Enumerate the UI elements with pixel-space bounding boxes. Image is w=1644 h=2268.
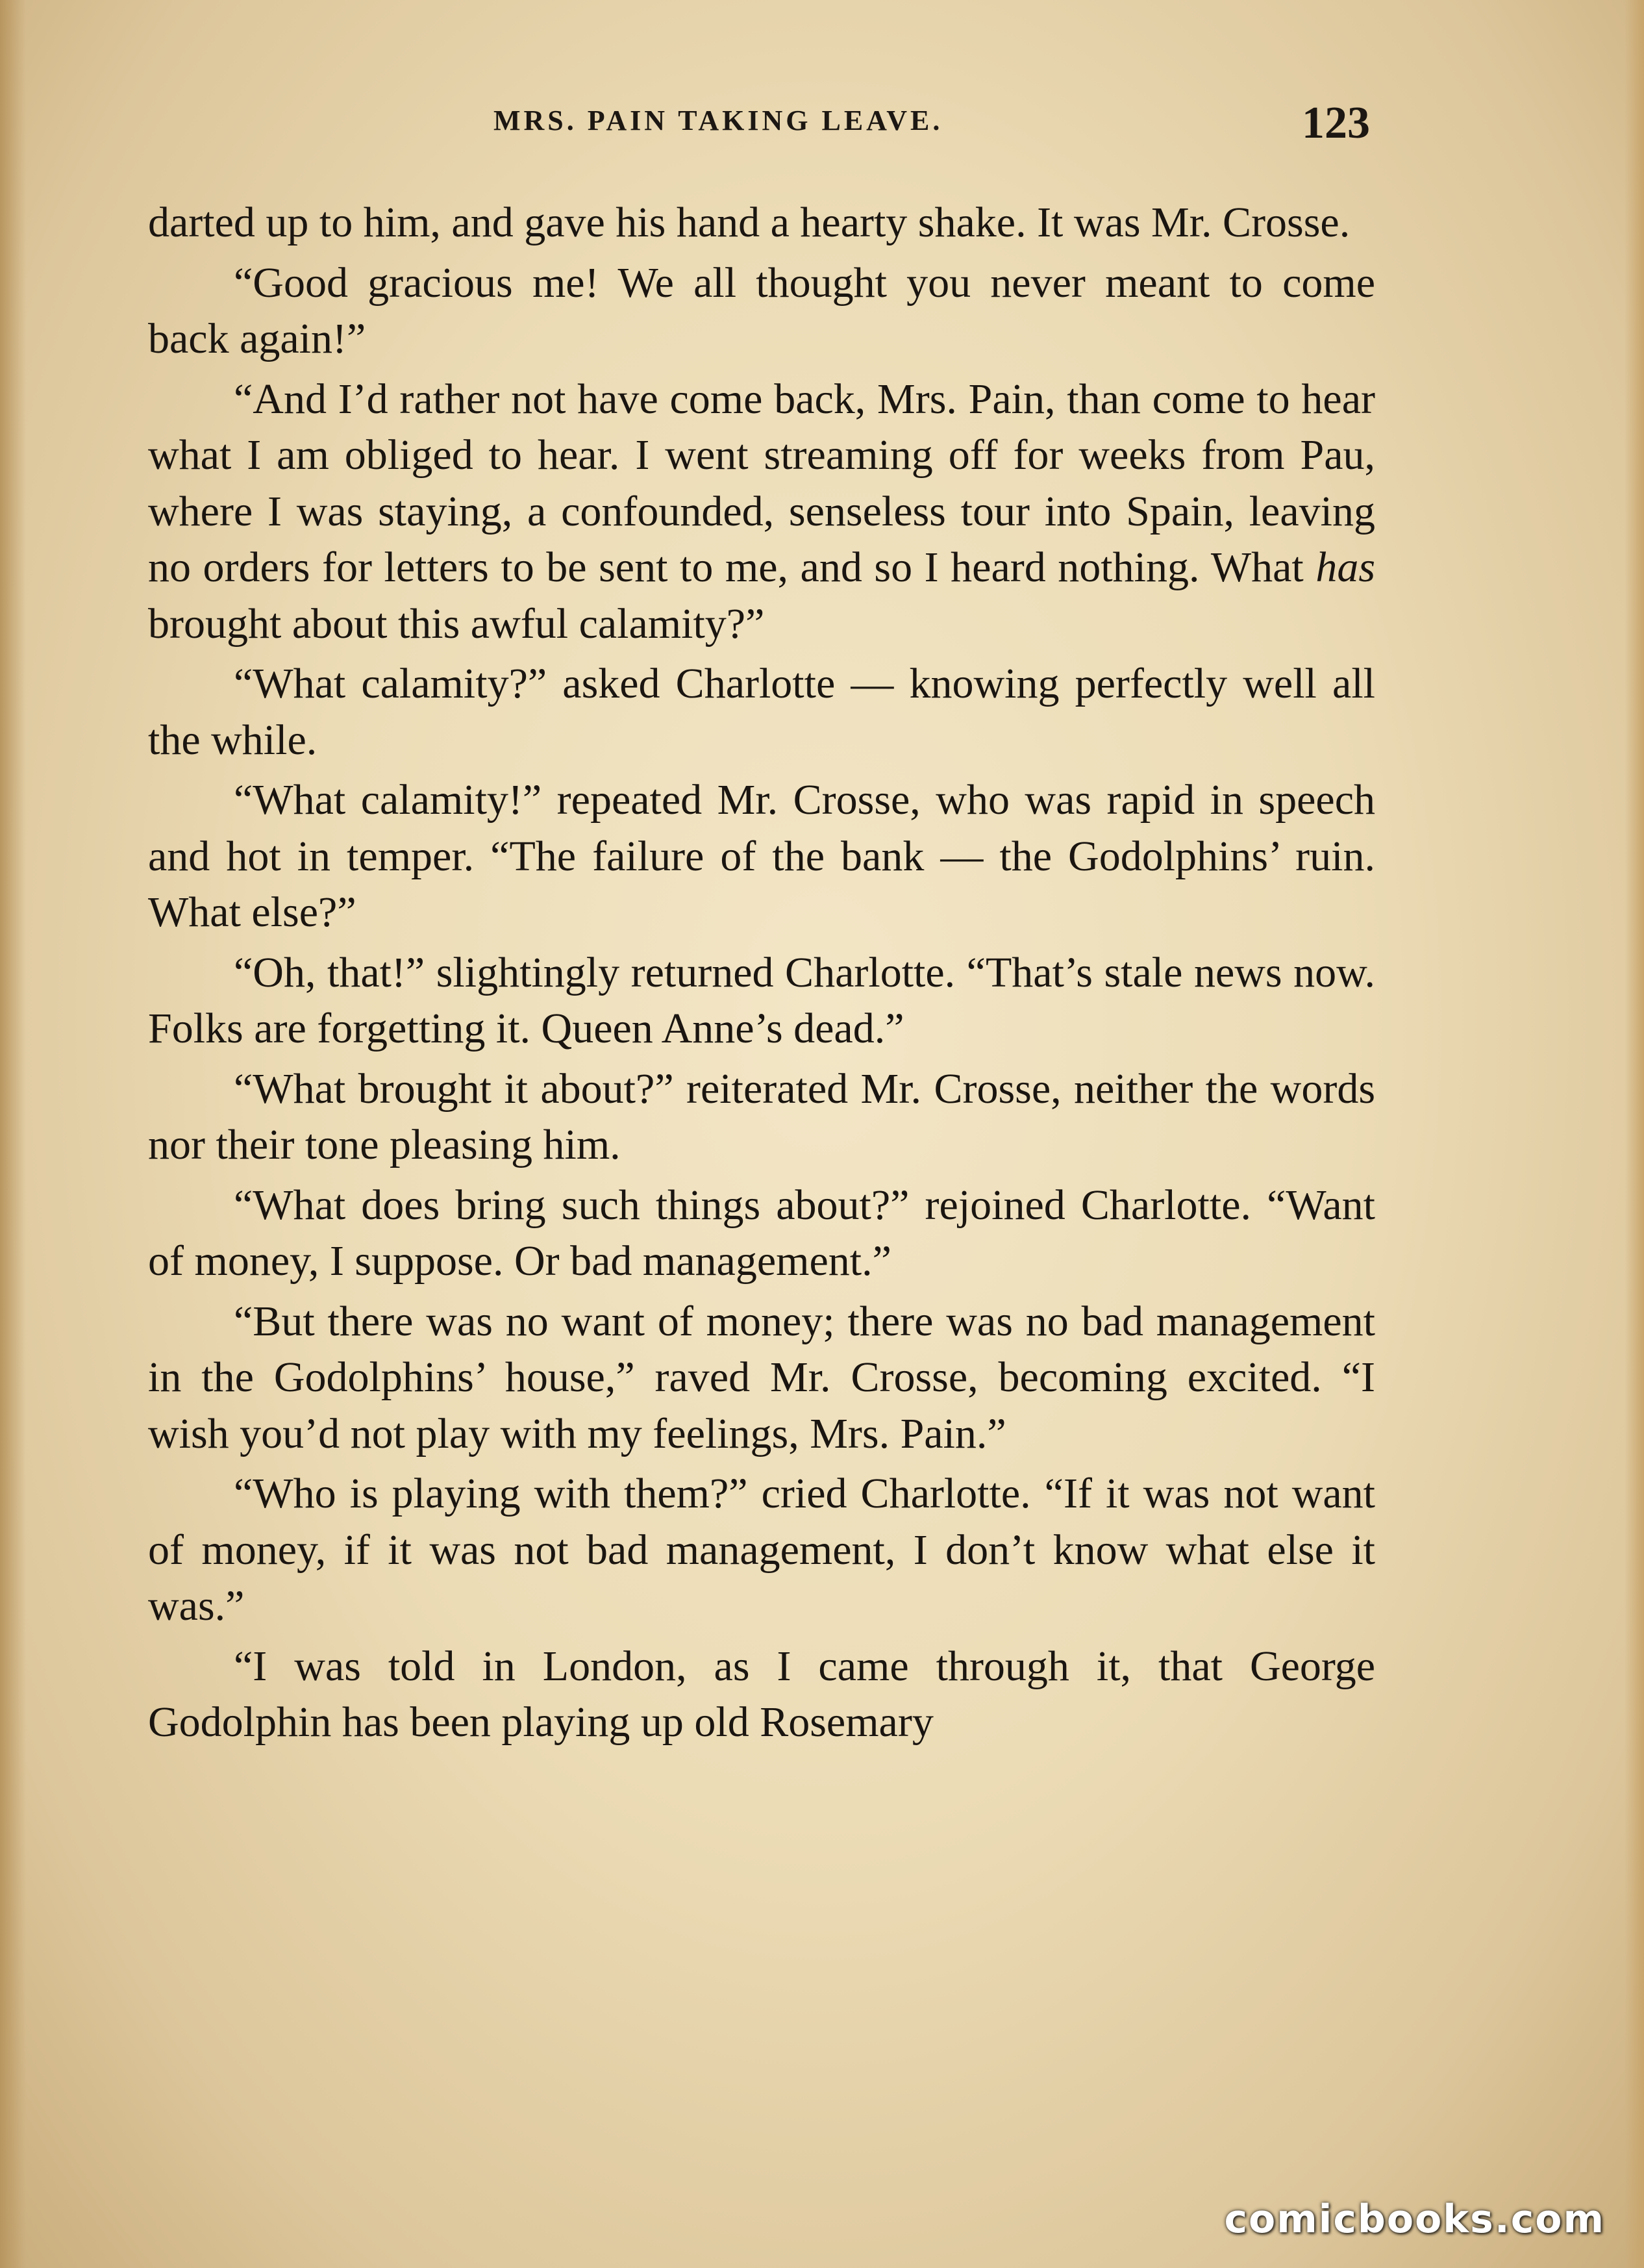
paragraph: “What calamity!” repeated Mr. Crosse, who was rapid in speech and hot in temper. “The failure of the bank — the Godolphins’ ruin. What else?” — [148, 776, 1375, 936]
paragraph: “I was told in London, as I came through it, that George Godolphin has been playing up old Rosemary — [148, 1642, 1375, 1746]
paragraph: “What does bring such things about?” rejoined Charlotte. “Want of money, I suppose. Or bad management.” — [148, 1181, 1375, 1285]
paragraph: “And I’d rather not have come back, Mrs. Pain, than come to hear what I am obliged to hear. I went streaming off for weeks from Pau, where I was staying, a confounded, senseless tour into Spain, leaving no orders for letters to be sent to me, and so I heard nothing. What has brought about this awful calamity?” — [148, 375, 1375, 648]
body-text — [148, 195, 1375, 1755]
emphasis: has — [1315, 544, 1375, 591]
paragraph: “What brought it about?” reiterated Mr. Crosse, neither the words nor their tone pleasing him. — [148, 1065, 1375, 1168]
page-number: 123 — [1302, 98, 1370, 148]
paragraph: darted up to him, and gave his hand a hearty shake. It was Mr. Crosse. — [148, 199, 1351, 246]
paragraph: “What calamity?” asked Charlotte — knowing perfectly well all the while. — [148, 660, 1375, 764]
paragraph: “Good gracious me! We all thought you never meant to come back again!” — [148, 258, 1375, 362]
running-title: MRS. PAIN TAKING LEAVE. — [493, 105, 943, 136]
paragraph: “Who is playing with them?” cried Charlotte. “If it was not want of money, if it was not bad management, I don’t know what else it was.” — [148, 1470, 1375, 1630]
running-head — [149, 97, 1370, 156]
page-edge-shadow-left — [0, 0, 26, 2268]
paragraph: “Oh, that!” slightingly returned Charlotte. “That’s stale news now. Folks are forgetting it. Queen Anne’s dead.” — [148, 948, 1375, 1052]
page-edge-shadow-right — [1625, 0, 1644, 2268]
site-watermark: comicbooks.com — [1224, 2197, 1605, 2242]
paragraph: “But there was no want of money; there was no bad management in the Godolphins’ house,” raved Mr. Crosse, becoming excited. “I wish you’d not play with my feelings, Mrs. Pain.” — [148, 1297, 1375, 1457]
